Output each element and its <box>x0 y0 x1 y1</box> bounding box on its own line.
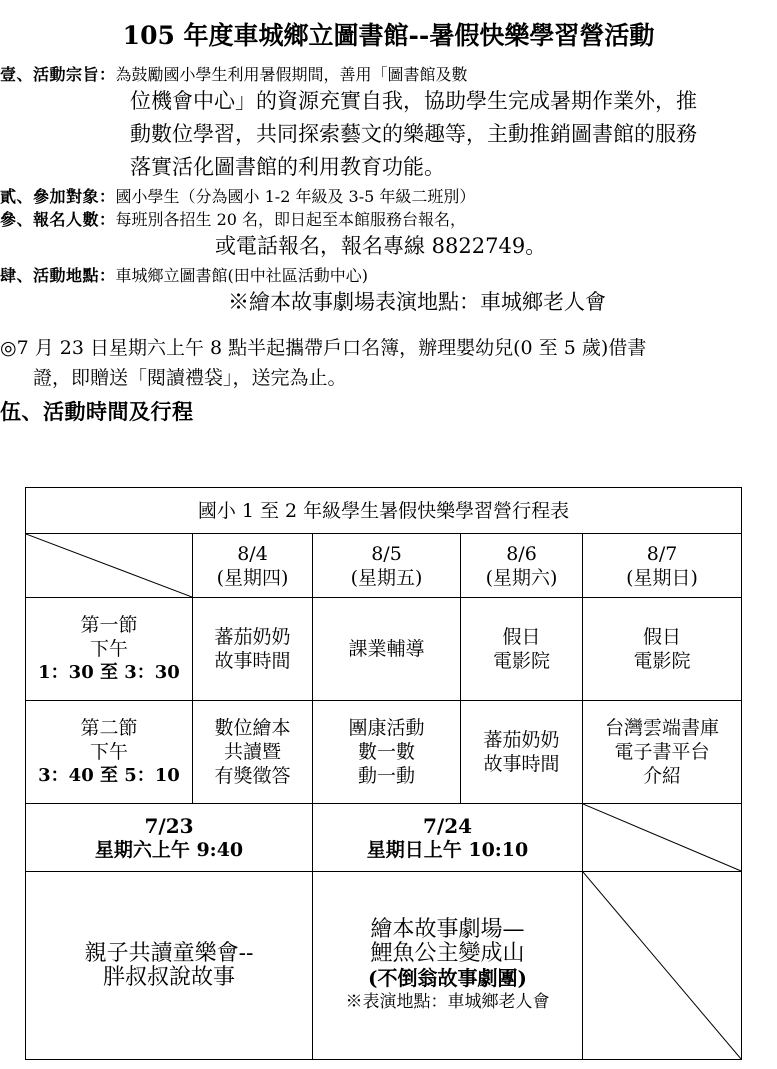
section-heading-5: 伍、活動時間及行程 <box>0 399 194 424</box>
cell-p2-d1 <box>193 701 313 804</box>
special-2-date: 7/24 <box>422 813 473 838</box>
cell-p2-d1-line2: 共讀暨 <box>223 741 281 763</box>
cell-p1-d1 <box>193 598 313 701</box>
cell-p1-d4 <box>583 598 742 701</box>
section-label-2: 貳、參加對象： <box>0 187 116 206</box>
day-header-1-weekday: (星期四) <box>216 566 289 589</box>
cell-p2-d2-line1: 團康活動 <box>348 717 425 739</box>
special-1-date: 7/23 <box>144 813 194 838</box>
special-date-row <box>26 804 742 872</box>
section-text-1-4: 落實活化圖書館的利用教育功能。 <box>130 155 445 179</box>
section-item-2 <box>0 184 777 207</box>
page-title: 105 年度車城鄉立圖書館--暑假快樂學習營活動 <box>122 21 655 50</box>
cell-p2-d2-line3: 動一動 <box>357 765 415 787</box>
special-1-event-line2: 胖叔叔說故事 <box>102 964 235 990</box>
special-2-date-cell <box>313 804 583 872</box>
cell-p2-d3-line2: 故事時間 <box>483 753 560 775</box>
special-1-event-cell <box>26 872 313 1060</box>
section-text-1-2: 位機會中心」的資源充實自我，協助學生完成暑期作業外，推 <box>130 89 697 113</box>
special-2-event-line3: (不倒翁故事劇團) <box>368 965 527 990</box>
note-line-2: 證，即贈送「閱讀禮袋」，送完為止。 <box>33 367 347 389</box>
cell-p1-d4-line1: 假日 <box>643 626 682 648</box>
cell-p2-d2-line2: 數一數 <box>357 741 415 763</box>
cell-p1-d3-line2: 電影院 <box>492 650 550 672</box>
section-text-4-1: 車城鄉立圖書館(田中社區活動中心) <box>115 266 369 285</box>
special-1-event-line1: 親子共讀童樂會-- <box>84 940 254 966</box>
cell-p2-d4 <box>583 701 742 804</box>
cell-p2-d1-line3: 有獎徵答 <box>214 765 291 787</box>
section-label-4: 肆、活動地點： <box>0 266 116 285</box>
cell-p1-d3 <box>461 598 583 701</box>
table-row <box>26 701 742 804</box>
section-item-4 <box>0 263 777 286</box>
table-header-row <box>26 534 742 598</box>
cell-p1-d4-line2: 電影院 <box>633 650 691 672</box>
special-2-event-cell <box>313 872 583 1060</box>
section-text-2-1: 國小學生（分為國小 1-2 年級及 3-5 年級二班別） <box>115 187 476 206</box>
section-label-3: 參、報名人數： <box>0 210 116 229</box>
period-1-time: 1：30 至 3：30 <box>38 662 180 683</box>
schedule-table-wrapper <box>25 487 741 1060</box>
day-header-3-weekday: (星期六) <box>485 566 558 589</box>
period-2-name: 第二節 <box>80 717 138 739</box>
special-1-time: 星期六上午 9:40 <box>94 838 244 861</box>
section-item-3 <box>0 207 777 230</box>
section-text-3-2: 或電話報名，報名專線 8822749。 <box>215 234 547 258</box>
period-1-name: 第一節 <box>80 614 138 636</box>
section-text-4-2: ※繪本故事劇場表演地點：車城鄉老人會 <box>228 290 606 314</box>
section-label-1: 壹、活動宗旨： <box>0 65 116 84</box>
table-title-row <box>26 488 742 534</box>
diagonal-line-icon <box>583 872 741 1059</box>
section-text-3-1: 每班別各招生 20 名，即日起至本館服務台報名， <box>115 210 467 229</box>
special-event-row <box>26 872 742 1060</box>
day-header-1 <box>193 534 313 598</box>
diagonal-line-icon <box>583 804 741 871</box>
note-line-1: ◎7 月 23 日星期六上午 8 點半起攜帶戶口名簿，辦理嬰幼兒(0 至 5 歲)借書 <box>0 337 647 359</box>
period-2-time: 3：40 至 5：10 <box>38 765 180 786</box>
special-event-diagonal-cell <box>583 872 742 1060</box>
day-header-4-weekday: (星期日) <box>626 566 698 589</box>
day-header-4-date: 8/7 <box>646 542 678 565</box>
day-header-3 <box>461 534 583 598</box>
cell-p2-d3-line1: 蕃茄奶奶 <box>483 729 560 751</box>
cell-p2-d4-line3: 介紹 <box>643 765 682 787</box>
document-body <box>0 62 777 427</box>
special-2-time: 星期日上午 10:10 <box>366 838 529 861</box>
cell-p1-d2 <box>313 598 461 701</box>
period-2-header <box>26 701 193 804</box>
schedule-title: 國小 1 至 2 年級學生暑假快樂學習營行程表 <box>26 488 742 534</box>
day-header-4 <box>583 534 742 598</box>
cell-p1-d3-line1: 假日 <box>502 626 541 648</box>
cell-p1-d1-line1: 蕃茄奶奶 <box>214 626 291 648</box>
period-1-half: 下午 <box>89 638 128 660</box>
cell-p1-d1-line2: 故事時間 <box>214 650 291 672</box>
day-header-3-date: 8/6 <box>506 542 537 565</box>
diagonal-line-icon <box>26 534 192 597</box>
cell-p2-d3 <box>461 701 583 804</box>
period-2-half: 下午 <box>89 741 128 763</box>
special-2-event-line2: 鯉魚公主變成山 <box>370 940 525 966</box>
cell-p2-d4-line2: 電子書平台 <box>614 741 710 763</box>
cell-p2-d2 <box>313 701 461 804</box>
special-1-date-cell <box>26 804 313 872</box>
cell-p2-d1-line1: 數位繪本 <box>214 717 291 739</box>
section-text-1-3: 動數位學習，共同探索藝文的樂趣等，主動推銷圖書館的服務 <box>130 122 697 146</box>
table-row <box>26 598 742 701</box>
section-item-1 <box>0 62 777 85</box>
section-text-1-1: 為鼓勵國小學生利用暑假期間，善用「圖書館及數 <box>115 65 468 84</box>
schedule-table <box>25 487 742 1060</box>
corner-diagonal-cell <box>26 534 193 598</box>
special-date-diagonal-cell <box>583 804 742 872</box>
cell-p2-d4-line1: 台灣雲端書庫 <box>605 717 720 739</box>
day-header-2-date: 8/5 <box>371 542 402 565</box>
day-header-2 <box>313 534 461 598</box>
period-1-header <box>26 598 193 701</box>
special-2-event-line1: 繪本故事劇場— <box>370 916 525 942</box>
cell-p1-d2-line1: 課業輔導 <box>348 638 425 660</box>
day-header-2-weekday: (星期五) <box>350 566 423 589</box>
special-2-event-line4: ※表演地點：車城鄉老人會 <box>345 991 550 1012</box>
day-header-1-date: 8/4 <box>237 542 268 565</box>
